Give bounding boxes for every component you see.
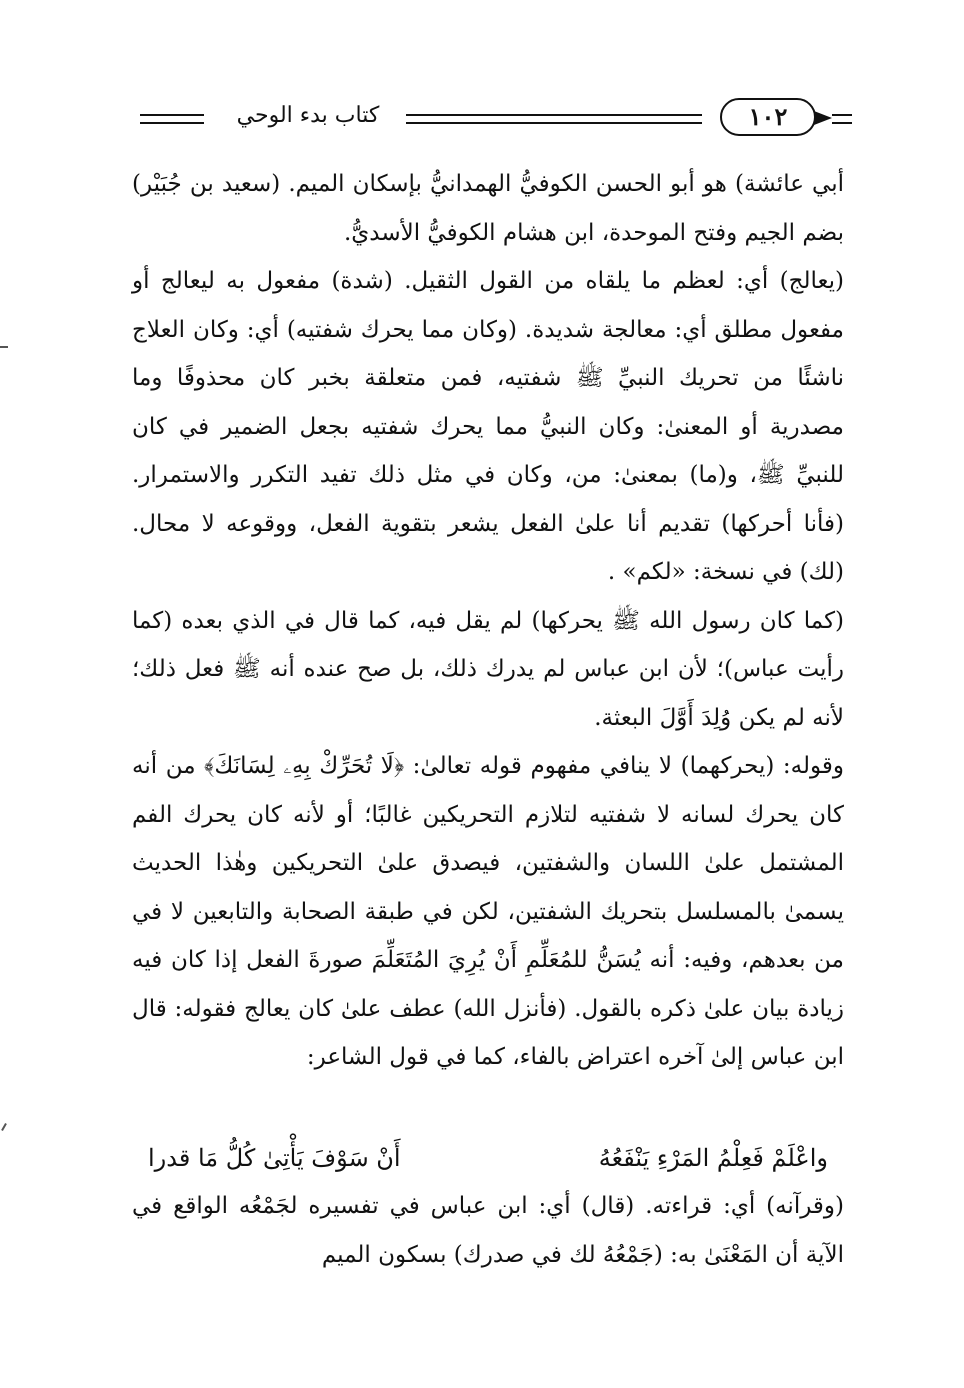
header-rule-left: [140, 114, 204, 124]
page-number: ١٠٢: [748, 102, 788, 131]
paragraph: وقوله: (يحركهما) لا ينافي مفهوم قوله تعالىٰ: ﴿لَا تُحَرِّكْ بِهِۦ لِسَانَكَ﴾ من أنه كان يحرك لسانه لا شفتيه لتلازم التحريكين غالبًا؛ أو لأنه كان يحرك الفم المشتمل علىٰ اللسان والشفتين، فيصدق علىٰ التحريكين وهٰذا الحديث يسمىٰ بالمسلسل بتحريك الشفتين، لكن في طبقة الصحابة والتابعين لا في من بعدهم، وفيه: أنه يُسَنُّ للمُعَلِّمِ أَنْ يُرِيَ المُتَعَلِّمَ صورةَ الفعل إذا كان فيه زيادة بيان علىٰ ذكره بالقول. (فأنزل الله) عطف علىٰ كان يعالج فقوله: قال ابن عباس إلىٰ آخره اعتراض بالفاء، كما في قول الشاعر:: [132, 753, 844, 1070]
paragraph: (وقرآنه) أي: قراءته. (قال) أي: ابن عباس في تفسيره لجَمْعُه الواقع في الآية أن المَعْنَىٰ به: (جَمْعُهُ لك في صدرك) بسكون الميم: [132, 1193, 844, 1268]
paragraph: أبي عائشة) هو أبو الحسن الكوفيُّ الهمدانيُّ بإسكان الميم. (سعيد بن جُبَيْر) بضم الجيم وفتح الموحدة، ابن هشام الكوفيُّ الأسديُّ.: [132, 171, 844, 246]
page-header: [128, 94, 848, 144]
paragraph: (يعالج) أي: لعظم ما يلقاه من القول الثقيل. (شدة) مفعول به ليعالج أو مفعول مطلق أي: معالجة شديدة. (وكان مما يحرك شفتيه) أي: وكان العلاج ناشئًا من تحريك النبيِّ ﷺ شفتيه، فمن متعلقة بخبر كان محذوفًا وما مصدرية أو المعنىٰ: وكان النبيُّ مما يحرك شفتيه بجعل الضمير في كان للنبيِّ ﷺ، و(ما) بمعنىٰ: من، وكان في مثل ذلك تفيد التكرر والاستمرار. (فأنا أحركها) تقديم أنا علىٰ الفعل يشعر بتقوية الفعل، ووقوعه لا محال. (لك) في نسخة: «لكم» .: [132, 268, 844, 585]
running-title: كتاب بدء الوحي: [236, 103, 380, 128]
verse-second-hemistich: أَنْ سَوْفَ يَأْتِىٰ كُلُّ مَا قدرا: [148, 1144, 401, 1172]
margin-mark: [0, 346, 8, 348]
paragraph: (كما كان رسول الله ﷺ يحركها) لم يقل فيه، كما قال في الذي بعده (كما رأيت عباس)؛ لأن ابن عباس لم يدرك ذلك، بل صح عنده أنه ﷺ فعل ذلك؛ لأنه لم يكن وُلِدَ أَوَّلَ البعثة.: [132, 607, 844, 731]
margin-mark: [1, 1123, 7, 1131]
poetry-verse: [148, 1133, 828, 1183]
main-text: [132, 160, 844, 1082]
header-rule-middle: [406, 114, 702, 124]
main-text-continued: [132, 1182, 844, 1279]
page-number-badge: [720, 98, 816, 136]
page-badge-arrow: [814, 111, 832, 125]
verse-first-hemistich: واعْلَمْ فَعِلْمُ المَرْءِ يَنْفَعُهُ: [598, 1144, 828, 1172]
header-rule-right: [832, 114, 852, 124]
